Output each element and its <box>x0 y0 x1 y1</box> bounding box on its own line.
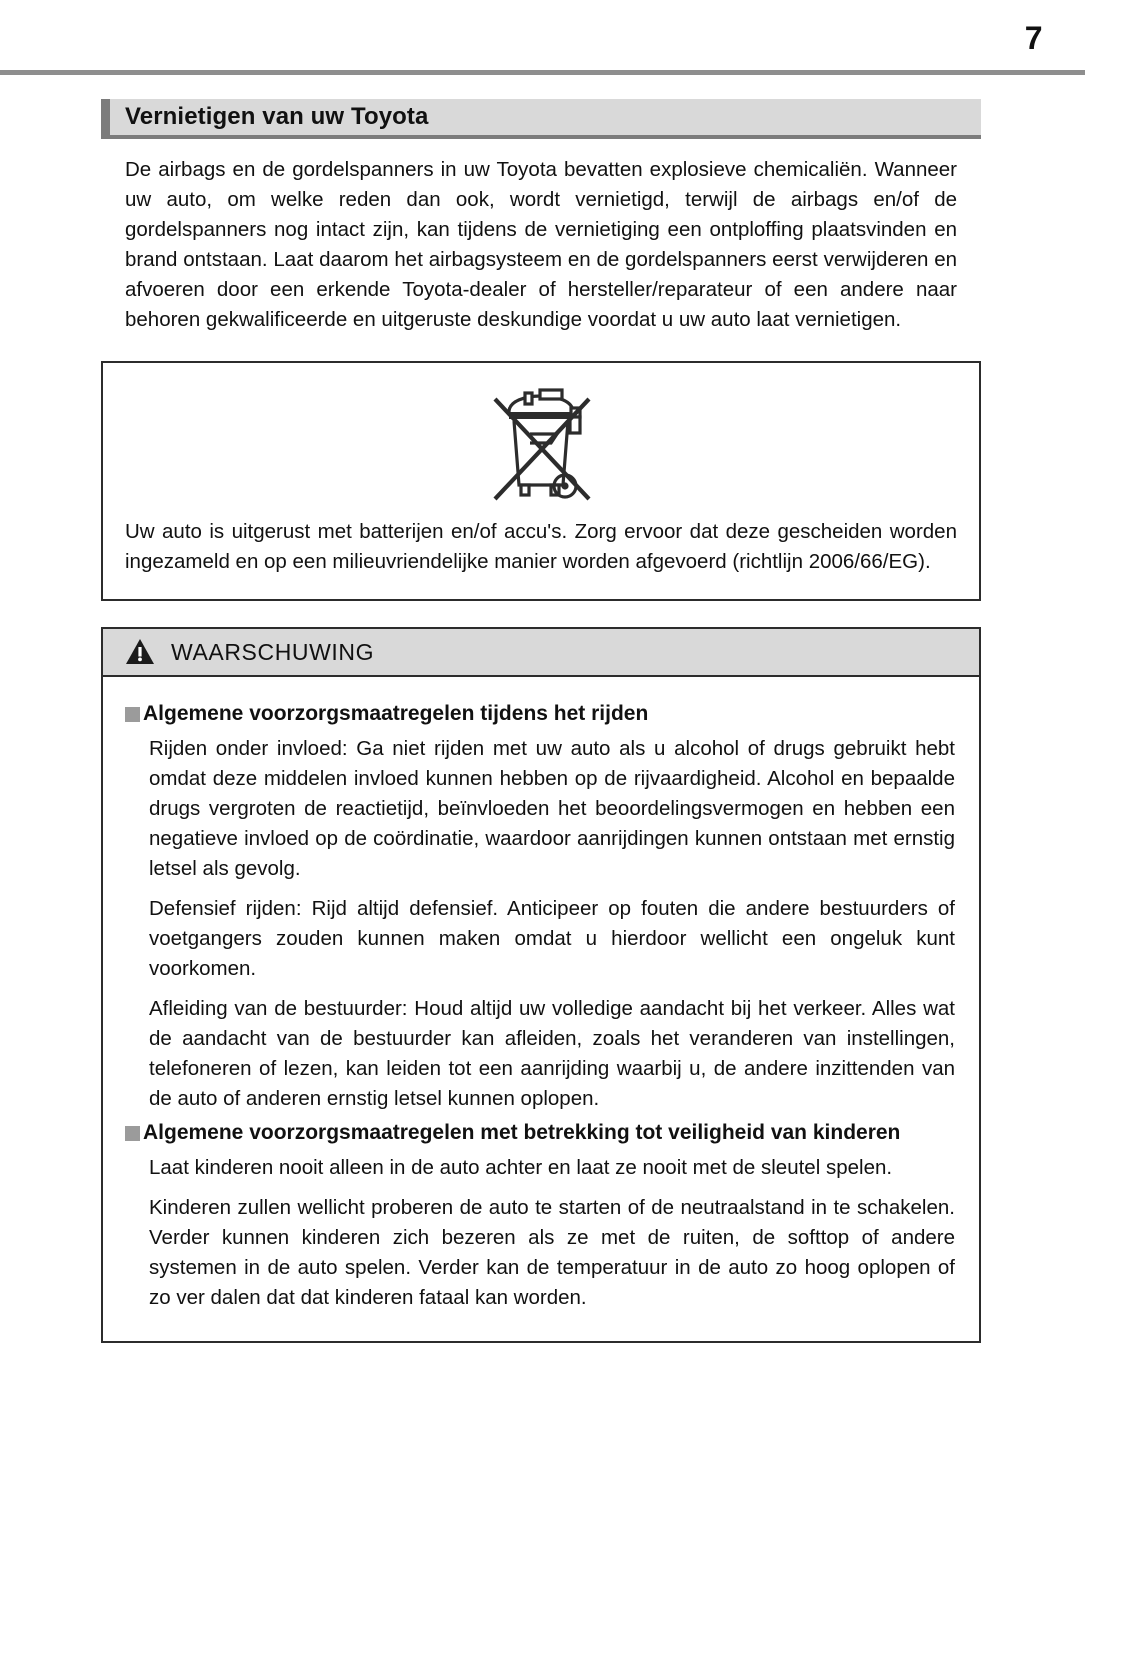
warning-group <box>125 699 957 1114</box>
page-header <box>0 0 1142 72</box>
section-title-bar <box>101 99 981 139</box>
warning-body <box>103 677 979 1341</box>
battery-disposal-box <box>101 361 981 601</box>
page-number: 7 <box>1024 20 1042 56</box>
warning-group <box>125 1118 957 1313</box>
warning-paragraph: Afleiding van de bestuurder: Houd altijd uw volledige aandacht bij het verkeer. Alles wat de aandacht van de bestuurder kan afleiden, zoals het veranderen van instellingen, telefoneren of lezen, kan leiden tot een aanrijding waarbij u, de andere inzittenden van de auto of anderen ernstig letsel kunnen oplopen. <box>149 997 955 1110</box>
warning-triangle-icon <box>125 638 155 666</box>
square-bullet-icon <box>125 707 140 722</box>
header-rule <box>0 70 1085 75</box>
warning-header <box>103 629 979 677</box>
warning-paragraph: Kinderen zullen wellicht proberen de auto te starten of de neutraalstand in te schakelen. Verder kunnen kinderen zich bezeren als ze met de ruiten, de softtop of andere systemen in de auto spelen. Verder kan de temperatuur in de auto zo hoog oplopen of zo ver dalen dat dat kinderen fataal kan worden. <box>149 1196 955 1309</box>
warning-paragraph: Rijden onder invloed: Ga niet rijden met uw auto als u alcohol of drugs gebruikt hebt omdat deze middelen invloed kunnen hebben op de rijvaardigheid. Alcohol en bepaalde drugs vergroten de reactietijd, beïnvloeden het beoordelingsvermogen en hebben een negatieve invloed op de coördinatie, waardoor aanrijdingen kunnen ontstaan met ernstig letsel als gevolg. <box>149 737 955 880</box>
battery-disposal-text-wrap <box>125 517 957 577</box>
warning-paragraph: Laat kinderen nooit alleen in de auto achter en laat ze nooit met de sleutel spelen. <box>149 1156 893 1179</box>
battery-disposal-paragraph: Uw auto is uitgerust met batterijen en/of accu's. Zorg ervoor dat deze gescheiden worden ingezameld en op een milieuvriendelijke manier worden afgevoerd (richtlijn 2006/66/EG). <box>125 520 957 573</box>
page-title: Vernietigen van uw Toyota <box>125 103 429 130</box>
warning-header-label: WAARSCHUWING <box>171 638 375 665</box>
warning-block <box>101 627 981 1343</box>
page-content <box>101 99 981 1343</box>
crossed-out-wheeled-bin-icon <box>125 379 957 505</box>
warning-subheading <box>125 1118 957 1147</box>
intro-paragraph: De airbags en de gordelspanners in uw Toyota bevatten explosieve chemicaliën. Wanneer uw auto, om welke reden dan ook, wordt vernietigd, terwijl de airbags en/of de gordelspanners nog intact zijn, kan tijdens de vernietiging een ontploffing plaatsvinden en brand ontstaan. Laat daarom het airbagsysteem en de gordelspanners eerst verwijderen en afvoeren door een erkende Toyota-dealer of hersteller/reparateur of een andere naar behoren gekwalificeerde en uitgeruste deskundige voordat u uw auto laat vernietigen. <box>125 158 957 331</box>
square-bullet-icon <box>125 1126 140 1141</box>
warning-subheading <box>125 699 957 728</box>
warning-subheading-label: Algemene voorzorgsmaatregelen tijdens het rijden <box>143 702 649 725</box>
warning-subheading-label: Algemene voorzorgsmaatregelen met betrekking tot veiligheid van kinderen <box>143 1121 901 1144</box>
warning-paragraph: Defensief rijden: Rijd altijd defensief. Anticipeer op fouten die andere bestuurders of voetgangers zouden kunnen maken omdat u hierdoor wellicht een ongeluk kunt voorkomen. <box>149 897 955 980</box>
intro-block <box>101 155 981 335</box>
